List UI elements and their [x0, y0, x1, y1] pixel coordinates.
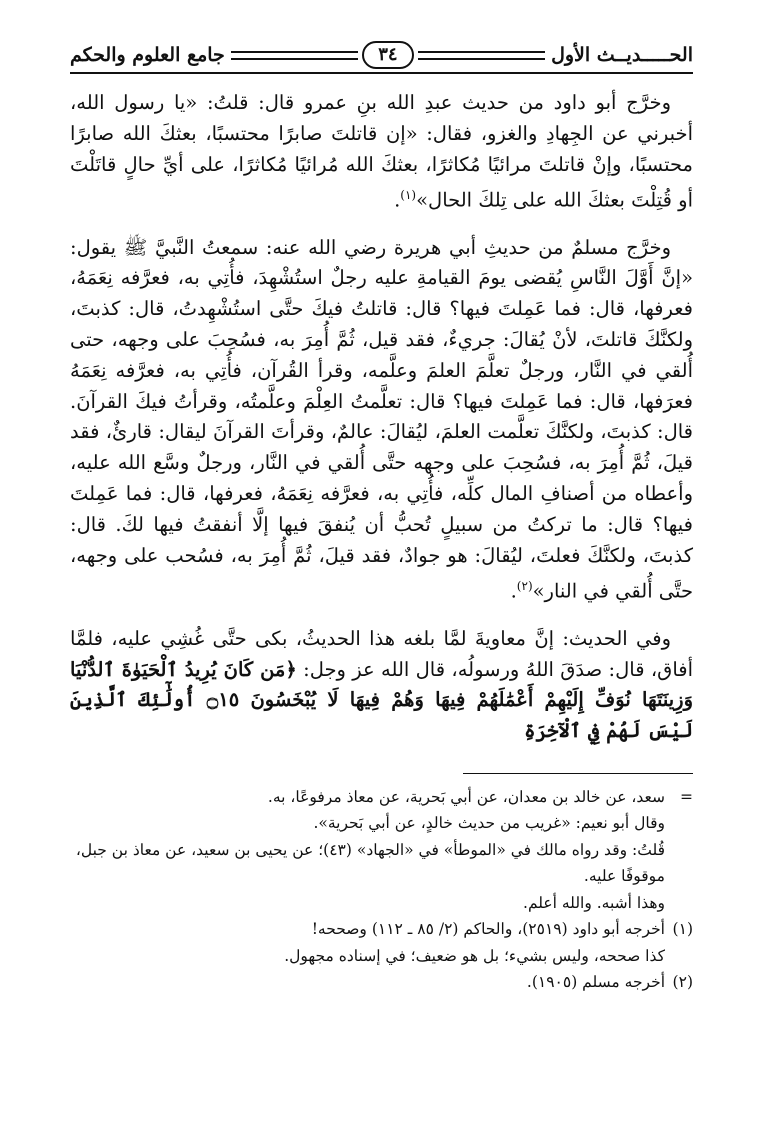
paragraph-end: .: [394, 188, 401, 212]
continuation-mark: =: [680, 787, 693, 806]
header-ornament: [231, 41, 545, 69]
header-rule: [231, 51, 358, 60]
footnote-line: قُلتُ: وقد رواه مالك في «الموطأ» في «الجهاد» (٤٣)؛ عن يحيى بن سعيد، عن معاذ بن جبل، موقوفًا عليه.: [75, 840, 665, 886]
footnote: [70, 969, 693, 996]
footnote-line: وقال أبو نعيم: «غريب من حديث خالدٍ، عن أبي بَحرية».: [313, 814, 665, 833]
page-number: ٣٤: [362, 41, 413, 69]
main-text: [70, 88, 693, 747]
footnote-number: (١): [672, 920, 693, 939]
book-title: جامع العلوم والحكم: [70, 44, 225, 66]
paragraph-text: وخرَّج أبو داود من حديث عبدِ الله بنِ عمرو قال: قلتُ: «يا رسول الله، أخبرني عن الجِهادِ والغزو، فقال: «إن قاتلتَ صابرًا محتسبًا، بعثكَ الله صابرًا محتسبًا، وإنْ قاتلتَ مرائيًا مُكاثرًا، بعثكَ الله مُرائيًا مُكاثرًا، على أيِّ حالٍ قاتَلْتَ أو قُتِلْتَ بعثكَ الله على تِلكَ الحال»: [70, 91, 693, 212]
footnote-ref: (٢): [516, 579, 533, 594]
paragraph: [70, 233, 693, 608]
paragraph: [70, 624, 693, 747]
page-header: [70, 38, 693, 74]
footnote-separator: [463, 773, 693, 774]
footnote-line: وهذا أشبه. والله أعلم.: [523, 893, 665, 912]
footnote-text: كذا صححه، وليس بشيء؛ بل هو ضعيف؛ في إسناده مجهول.: [284, 946, 665, 965]
footnote-continuation: [70, 784, 693, 811]
footnote-ref: (١): [400, 188, 417, 203]
paragraph-text: وخرَّج مسلمٌ من حديثِ أبي هريرة رضي الله عنه: سمعتُ النَّبيَّ ﷺ يقول: «إنَّ أَوَّلَ النَّاسِ يُقضى يومَ القيامةِ عليه رجلٌ استُشْهِدَ، فأُتِي به، فعرَّفه نِعَمَهُ، فعرفها، قال: فما عَمِلتَ فيها؟ قال: قاتلتُ فيكَ حتَّى استُشْهِدتُ، قال: كذبتَ، ولكنَّكَ قاتلتَ، لأنْ يُقالَ: جريءٌ، فقد قيل، ثُمَّ أُمِرَ به، فسُحِبَ على وجهه، حتى أُلقي في النَّار، ورجلٌ تعلَّمَ العلمَ وعلَّمه، وقرأ القُرآن، فأُتِي به، فعرَّفه نِعَمَهُ فعرَفها، قال: فما عَمِلتَ فيها؟ قال: تعلَّمتُ العِلْمَ وعلَّمتُه، وقرأتُ فيكَ القرآنَ. قال: كذبتَ، ولكنَّكَ تعلَّمت العلمَ، ليُقالَ: عالمٌ، وقرأتَ القرآنَ ليقال: قارئٌ، فقد قيلَ، ثُمَّ أُمِرَ به، فسُحِبَ على وجهه حتَّى أُلقي في النَّار، ورجلٌ وسَّع الله عليه، وأعطاه من أصنافِ المال كلِّه، فأُتِي به، فعرَّفه نِعَمَهُ، فعرفها، قال: فما عَمِلتَ فيها؟ قال: ما تركتُ من سبيلٍ تُحبُّ أن يُنفقَ فيها إلَّا أنفقتُ فيها لكَ. قال: كذبتَ، ولكنَّكَ فعلتَ، ليُقالَ: هو جوادٌ، فقد قيلَ، ثُمَّ أُمِرَ به، فسُحب على وجهه، حتَّى أُلقي في النار»: [70, 235, 693, 603]
footnote-text: أخرجه أبو داود (٢٥١٩)، والحاكم (٢/ ٨٥ ـ ١١٢) وصححه!: [311, 920, 665, 939]
footnote-number: (٢): [672, 973, 693, 992]
footnote-text: أخرجه مسلم (١٩٠٥).: [526, 973, 665, 992]
chapter-title: الحـــــديــث الأول: [551, 44, 693, 66]
quran-verse: ﴿مَن كَانَ يُرِيدُ ٱلْحَيَوٰةَ ٱلدُّنْيَا وَزِينَتَهَا نُوَفِّ إِلَيْهِمْ أَعْمَٰلَهُمْ فِيهَا وَهُمْ فِيهَا لَا يُبْخَسُونَ ۝١٥ أُولَٰٓئِكَ ٱلَّذِينَ لَيْسَ لَهُمْ فِي ٱلْآخِرَةِ: [70, 657, 693, 743]
paragraph: [70, 88, 693, 217]
footnote-line: سعد، عن خالد بن معدان، عن أبي بَحرية، عن معاذ مرفوعًا، به.: [267, 787, 665, 806]
paragraph-text: وفي الحديث: إنَّ معاويةَ لمَّا بلغه هذا الحديثُ، بكى حتَّى غُشِي عليه، فلمَّا أفاق، قال: صدَقَ اللهُ ورسولُه، قال الله عز وجل:: [70, 626, 693, 681]
paragraph-end: .: [510, 579, 517, 603]
footnote: [70, 916, 693, 943]
footnotes: [70, 784, 693, 996]
header-rule: [418, 51, 545, 60]
